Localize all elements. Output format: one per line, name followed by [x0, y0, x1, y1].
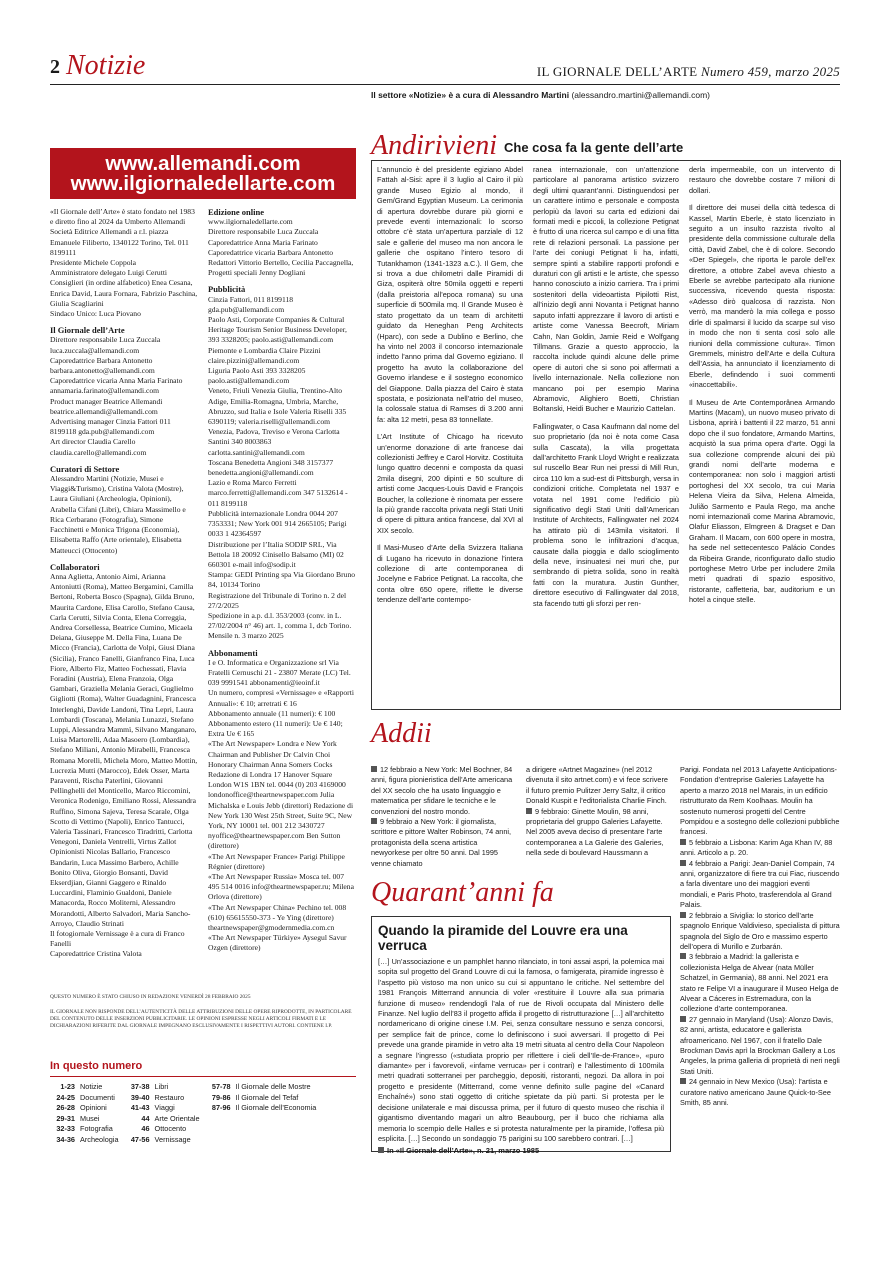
masthead-entry: Mensile n. 3 marzo 2025 [208, 631, 284, 641]
andirivieni-col-2 [533, 165, 679, 705]
andirivieni-title: Andirivieni [371, 130, 497, 161]
masthead-entry: Caporedattrice vicaria Barbara Antonetto [208, 247, 334, 257]
masthead-credits [50, 207, 356, 960]
toc-col-2 [125, 1082, 200, 1146]
masthead-entry: Amministratore delegato Luigi Cerutti [50, 268, 168, 278]
masthead-col-2 [208, 207, 356, 960]
toc-divider [50, 1076, 356, 1077]
article-paragraph [680, 765, 840, 838]
masthead-entry: Direttore responsabile Luca Zuccala luca.zuccala@allemandi.com [50, 335, 161, 355]
masthead-entry: Consiglieri (in ordine alfabetico) Enea Cesana, Enrica David, Laura Fornara, Fabrizio Paschina, Giulia Scagliarini [50, 278, 198, 308]
addii-col-2 [526, 765, 671, 875]
paragraph-text: Fallingwater, o Casa Kaufmann dal nome del suo proprietario (da noi è nota come Casa sulla Cascata), la villa progettata dall’architetto Frank Lloyd Wright e realizzata sul ruscello Bear Run nei pressi di Mill Run, circa 110 km a sud-est di Pittsburgh, versa in condizioni critiche. Completata nel 1937 e votata nel 1991 come l’edificio più significativo degli Stati Uniti dall’American Institute of Architects, Fallingwater nel 2024 ha attirato più di 143mila visitatori. Il problema sono le infiltrazioni d’acqua, causate dalla pioggia e dallo scioglimento della neve, insinuatesi nei muri che, pur sembrando di pietra solida, sono in realtà fatti con la muratura. Justin Gunther, direttore esecutivo di Fallingwater dal 2018, sta facendo tutti gli sforzi per ren- [533, 421, 679, 608]
andirivieni-columns [377, 165, 835, 705]
toc-entry[interactable] [125, 1093, 200, 1104]
andirivieni-col-1 [377, 165, 523, 705]
quarantanni-source-text: In «Il Giornale dell’Arte», n. 21, marzo 1985 [387, 1146, 540, 1156]
quarantanni-source [378, 1146, 664, 1155]
toc-col-3 [206, 1082, 317, 1146]
article-paragraph [526, 807, 671, 859]
masthead-entry: Lazio e Roma Marco Ferretti marco.ferretti@allemandi.com 347 5132614 - 011 8199118 [208, 478, 348, 508]
article-paragraph [680, 838, 840, 859]
article-paragraph [680, 952, 840, 1014]
andirivieni-col-3 [689, 165, 835, 705]
quarantanni-headline: Quando la piramide del Louvre era una verruca [378, 923, 628, 953]
addii-title: Addii [371, 718, 432, 749]
masthead-entry: «The Art Newspaper China» Pechino tel. 008 (610) 65615550-373 - Ye Ying (direttore) theartnewspaper@gmodernmedia.com.cn [208, 902, 347, 933]
toc-title: In questo numero [50, 1060, 143, 1072]
masthead-entry: www.ilgiornaledellarte.com [208, 217, 293, 227]
toc-entry[interactable] [125, 1082, 200, 1093]
masthead-entry: «The Art Newspaper» Londra e New York Chairman and Publisher Dr Calvin Choi Honorary Chairman Anna Somers Cocks Redazione di Londra 17 Hanover Square London W1S 1BN tel. 0044 (0) 203 4169000 londonoffice@theartnewspaper.com Julia Michalska e Louis Jebb (direttori) Redazione di New York 130 West 25th Street, Suite 9C, New York, NY 10001 tel. 001 212 3430727 nyoffice@theartnewspaper.com Ben Sutton (direttore) [208, 739, 354, 851]
toc-section: Opinioni [80, 1103, 107, 1113]
article-paragraph [371, 817, 516, 869]
issue-info [537, 64, 840, 80]
square-bullet-icon [680, 953, 686, 959]
toc-section: Notizie [80, 1082, 103, 1091]
toc-entry[interactable] [50, 1082, 119, 1093]
masthead-entry: «The Art Newspaper France» Parigi Philippe Régnier (direttore) [208, 851, 345, 871]
toc-section: Il Giornale del Tefaf [235, 1092, 299, 1102]
article-paragraph [533, 165, 679, 415]
toc-entry[interactable] [125, 1135, 200, 1146]
masthead-entry: Stampa: GEDI Printing spa Via Giordano Bruno 84, 10134 Torino [208, 570, 356, 590]
masthead-entry: Sindaco Unico: Luca Piovano [50, 309, 141, 319]
toc-section: Archeologia [80, 1134, 119, 1144]
toc-entry[interactable] [206, 1082, 317, 1093]
website-giornale[interactable]: www.ilgiornaledellarte.com [70, 172, 336, 195]
masthead-entry: Opinionisti Nicolas Ballario, Francesco Bandarin, Luca Massimo Barbero, Achille Bonito Oliva, Giorgio Bonsanti, David Ekserdjian, Gianni Gaggero e Rinaldo Luccardini, Flaminio Gualdoni, Daniele Manacorda, Rocco Moliterni, Alessandro Morandotti, Alberto Salvadori, Maria Sancho-Arroyo, Claudio Strinati [50, 847, 191, 928]
masthead-entry: Il fotogiornale Vernissage è a cura di Franco Fanelli [50, 929, 185, 949]
paragraph-text: derla impermeabile, con un intervento di restauro che dovrebbe costare 7 milioni di dollari. [689, 165, 835, 195]
toc-entry[interactable] [125, 1124, 200, 1135]
masthead-column [50, 148, 356, 1038]
toc-pages: 34-36 [56, 1134, 75, 1144]
quarantanni-box [371, 916, 671, 1156]
masthead-entry: Redattori Vittorio Bertello, Cecilia Paccagnella, [208, 258, 354, 268]
disclaimer: IL GIORNALE NON RISPONDE DELL’AUTENTICITÀ DELLE ATTRIBUZIONI DELLE OPERE RIPRODOTTE, IN PARTICOLARE DEL CONTENUTO DELLE INSERZIONI PUBBLICITARIE. LE OPINIONI ESPRESSE NEGLI ARTICOLI FIRMATI E LE DICHIARAZIONI RIFERITE DAL GIORNALE IMPEGNANO ESCLUSIVAMENTE I RISPETTIVI AUTORI. CONTIENE I.P. [50, 1009, 352, 1029]
paragraph-text: 24 gennaio in New Mexico (Usa): l’artista e curatore nativo americano Jaune Quick-to-See Smith, 85 anni. [680, 1077, 831, 1107]
square-bullet-icon [680, 912, 686, 918]
andirivieni-subtitle: Che cosa fa la gente dell’arte [504, 140, 684, 155]
square-bullet-icon [378, 1147, 384, 1153]
masthead-entry: I e O. Informatica e Organizzazione srl Via Fratelli Cernuschi 21 - 23807 Merate (LC) Tel. 039 9991541 abbonamenti@ieoinf.it [208, 657, 351, 688]
square-bullet-icon [680, 839, 686, 845]
article-paragraph [526, 765, 671, 807]
masthead-heading: Abbonamenti [208, 647, 258, 658]
article-paragraph [533, 422, 679, 609]
masthead-entry: «The Art Newspaper Russia» Mosca tel. 007 495 514 0016 info@theartnewspaper.ru; Milena Orlova (direttore) [208, 872, 354, 902]
masthead-entry: Toscana Benedetta Angioni 348 3157377 benedetta.angioni@allemandi.com [208, 457, 334, 478]
article-paragraph [689, 165, 835, 196]
paragraph-text: 2 febbraio a Siviglia: lo storico dell’arte spagnolo Enrique Valdivieso, specialista di pittura spagnola del Siglo de Oro e massimo esperto dell’opera di Murillo e Zurbarán. [680, 910, 840, 951]
masthead-entry: Pubblicità internazionale Londra 0044 207 7353331; New York 001 914 2665105; Parigi 0033 1 42364597 [208, 508, 347, 539]
masthead-entry: Spedizione in a.p. d.l. 353/2003 (conv. in L. 27/02/2004 n° 46) art. 1, comma 1, dcb Torino. [208, 610, 352, 631]
toc-pages: 29-31 [56, 1113, 75, 1123]
masthead-heading: Edizione online [208, 207, 264, 217]
masthead-entry: «Il Giornale dell’Arte» è stato fondato nel 1983 e diretto fino al 2024 da Umberto Allemandi [50, 207, 195, 227]
toc-entry[interactable] [50, 1093, 119, 1104]
masthead-heading: Il Giornale dell’Arte [50, 325, 125, 336]
toc-section: Il Giornale dell’Economia [235, 1103, 317, 1113]
toc-section: Restauro [154, 1092, 185, 1102]
toc-pages: 79-86 [211, 1092, 231, 1102]
addii-col-3 [680, 765, 840, 1165]
masthead-entry: Registrazione del Tribunale di Torino n. 2 del 27/2/2025 [208, 590, 347, 610]
toc-section: Libri [154, 1082, 169, 1091]
addii-col-1 [371, 765, 516, 875]
paragraph-text: 9 febbraio: Ginette Moulin, 98 anni, proprietaria del gruppo Galeries Lafayette. Nel 2005 aveva deciso di presentare l’arte contemporanea a La Galerie des Galeries, nella sede di boulevard Haussmann a [526, 806, 664, 858]
toc-section: Il Giornale delle Mostre [235, 1082, 311, 1091]
masthead-entry: Caporedattrice vicaria Anna Maria Farinato annamaria.farinato@allemandi.com [50, 376, 183, 396]
masthead-entry: Progetti speciali Jenny Dogliani [208, 268, 306, 278]
square-bullet-icon [371, 818, 377, 824]
paragraph-text: L’annuncio è del presidente egiziano Abdel Fattah al-Sisi: apre il 3 luglio al Cairo il più grande Museo Egizio al mondo, il Gem/Grand Egyptian Museum. La cerimonia di apertura dovrebbe durare più giorni e prevede eventi internazionali: lo scorso ottobre c’è stata un’apertura parziale di 12 sale e gallerie del museo ma non ancora le gallerie che ospitano l’intero tesoro di Tutankhamon (1341-1323 a.C.). Il Gem, che si trova a due chilometri dalle Piramidi di Giza, ospiterà oltre 50mila oggetti e reperti (dalla preistoria all’epoca romana) su una superficie di 500mila mq. Il Grande Museo è stato progettato da un team di architetti guidato da Heneghan Peng Architects (Hparc), con sede a Dublino e Berlino, che ha vinto nel 2003 il concorso internazionale indetto l’anno prima dal Governo egiziano. Il progetto ha avuto la collaborazione del Governo irlandese e il sostegno economico del Giappone. Dalla piazza del Cairo è stata spostata, e posizionata nell’atrio del museo, la colossale statua di Ramses di 3.200 anni fa: alta 12 metri, pesa 83 tonnellate. [377, 165, 523, 424]
issue-number: Numero 459, marzo 2025 [700, 64, 840, 79]
masthead-heading: Curatori di Settore [50, 463, 120, 474]
website-allemandi[interactable]: www.allemandi.com [105, 152, 301, 175]
toc-pages: 44 [141, 1113, 150, 1123]
toc-section: Fotografia [80, 1124, 113, 1134]
toc-pages: 37-38 [130, 1082, 150, 1091]
masthead-entry: Cinzia Fattori, 011 8199118 gda.pub@allemandi.com [208, 294, 294, 314]
article-paragraph [680, 911, 840, 953]
masthead-entry: Art director Claudia Carello claudia.carello@allemandi.com [50, 437, 147, 457]
masthead-entry: Anna Aglietta, Antonio Aimi, Arianna Antoniutti (Roma), Matteo Bergamini, Camilla Bertoni, Roberta Bosco (Spagna), Gilda Bruno, Maurita Cardone, Elisa Carollo, Stefano Causa, Carla Cerutti, Silvia Conta, Elena Correggia, Andrea Corsellessa, Beatrice Cumino, Micaela Deiana, Giuseppe M. Della Fina, Luana De Micco (Francia), Carlotta de Volpi, Giusi Diana (Sicilia), Franco Fanelli, Gianfranco Fina, Luca Fiore, Alberto Fiz, Matteo Fochessati, Flavia Foradini (Austria), Elena Franzoia, Olga Gambari, Graziella Melania Geraci, Guglielmo Gigliotti (Roma), Walter Guadagnini, Francesca Interlenghi, Davide Landoni, Tina Lepri, Laura Lombardi (Toscana), Melania Lunazzi, Stefano Luppi, Alessandra Mammì, Silvano Manganaro, Luisa Martorelli, Adaa Masoero (Lombardia), Stefano Miliani, Antonio Mirabelli, Francesca Romana Morelli, Michela Moro, Matteo Mottin, Lucrezia Mutti (Marocco), Edek Osser, Marta Paraventi, Rischa Paterlini, Giovanni Pellinghelli del Monticello, Marco Riccomini, Veronica Rodenigo, Emiliano Rossi, Alessandra Ruffino, Simona Sajeva, Teresa Scarale, Olga Scotto di Vettimo (Napoli), Enrico Tantucci, Valeria Tassinari, Francesco Tiradritti, Carlotta Venegoni, Daniela Ventrelli, Virtus Zallot [50, 571, 198, 847]
newspaper-name: IL GIORNALE DELL’ARTE [536, 64, 698, 79]
section-title: Notizie [66, 50, 146, 81]
page-header [50, 52, 840, 82]
curator-lead: Il settore «Notizie» è a cura di Alessandro Martini [371, 90, 570, 100]
article-paragraph [680, 1077, 840, 1108]
toc-section: Musei [80, 1113, 100, 1123]
paragraph-text: 27 gennaio in Maryland (Usa): Alonzo Davis, 82 anni, artista, educatore e gallerista afroamericano. Nel 1967, con il fratello Dale Brockman Davis aprì la Brockman Gallery a Los Angeles, la prima galleria di proprietà di neri negli Stati Uniti. [680, 1014, 840, 1076]
paragraph-text: 4 febbraio a Parigi: Jean-Daniel Compain, 74 anni, organizzatore di fiere tra cui Fiac, riuscendo a farla diventare uno dei maggiori eventi mondiali, e Paris Photo, trasferendola al Grand Palais. [680, 858, 840, 910]
toc-pages: 39-40 [130, 1092, 150, 1102]
masthead-entry: Piemonte e Lombardia Claire Pizzini claire.pizzini@allemandi.com [208, 345, 321, 365]
paragraph-text: ranea internazionale, con un’attenzione particolare al panorama artistico svizzero degli ultimi quarant’anni. Distinguendosi per un carattere intimo e personale e composta perlopiù da lavori su carta ed edizioni dai formati medi e piccoli, la collezione Petignat è frutto di una ricerca sul campo e di una fitta rete di relazioni personali. La passione per l’arte dei coniugi Petignat li ha, infatti, sempre spinti a stabilire rapporti profondi e duraturi con gli artisti e le artiste, che spesso hanno conosciuto a inizio carriera. Tra i primi sostenitori della videoartista Pipilotti Rist, all’inizio degli anni Novanta i Petignat hanno saputo infatti apprezzare il lavoro di artisti e artiste come Vanessa Beecroft, Miriam Cahn, Nan Goldin, Jamie Reid e Wolfgang Tillmans. Grazie a questo approccio, la raccolta include quindi alcune delle prime opere di autori che si sono poi affermati a livello internazionale. Nella collezione non mancano poi per esempio Marina Abramovic, Alighiero Boetti, Christian Boltanski, Heidi Bucher e Maurizio Cattelan. [533, 165, 679, 414]
masthead-entry: Caporedattrice Anna Maria Farinato [208, 237, 318, 247]
masthead-entry: Venezia, Padova, Treviso e Verona Carlotta Santini 340 8003863 carlotta.santini@allemandi.com [208, 427, 340, 457]
toc-entry[interactable] [50, 1135, 119, 1146]
masthead-entry: Product manager Beatrice Allemandi beatrice.allemandi@allemandi.com [50, 396, 163, 416]
toc-pages: 47-56 [130, 1134, 150, 1144]
masthead-entry: Caporedattrice Cristina Valota [50, 949, 142, 959]
masthead-entry: Società Editrice Allemandi a r.l. piazza Emanuele Filiberto, 1340122 Torino, Tel. 011 8199111 [50, 227, 189, 257]
masthead-entry: Caporedattrice Barbara Antonetto barbara.antonetto@allemandi.com [50, 355, 155, 376]
masthead-entry: Direttore responsabile Luca Zuccala [208, 227, 319, 237]
legal-notes [50, 994, 356, 1038]
paragraph-text: 9 febbraio a New York: il giornalista, scrittore e pittore Walter Robinson, 74 anni, protagonista della scena artistica newyorkese per oltre 50 anni. Dal 1995 venne chiamato [371, 817, 512, 868]
masthead-entry: Advertising manager Cinzia Fattori 011 8199118 gda.pub@allemandi.com [50, 417, 171, 437]
toc-pages: 46 [141, 1124, 150, 1134]
toc-entry[interactable] [125, 1114, 200, 1125]
paragraph-text: Il Masi-Museo d’Arte della Svizzera Italiana di Lugano ha ricevuto in donazione l’intera collezione di arte contemporanea di Jocelyne e Fabrice Petignat. La raccolta, che conta oltre 650 opere, riflette le diverse tendenze dell’arte contempo- [377, 543, 523, 605]
masthead-col-1 [50, 207, 198, 960]
addii-columns [371, 765, 671, 875]
masthead-entry: Veneto, Friuli Venezia Giulia, Trentino-Alto Adige, Emilia-Romagna, Umbria, Marche, Abruzzo, sud Italia e Isole Valeria Riselli 335 6390119; valeria.riselli@allemandi.com [208, 386, 347, 427]
masthead-entry: Paolo Asti, Corporate Companies & Cultural Heritage Tourism Senior Business Developer, 393 3328205; paolo.asti@allemandi.com [208, 315, 347, 345]
toc-pages: 87-96 [211, 1103, 231, 1113]
quarantanni-body: […] Un’associazione e un pamphlet hanno rilanciato, in toni assai aspri, la polemica mai sopita sul progetto del Grand Louvre di cui la famosa, o famigerata, piramide ingresso è l’aspetto più vistoso ma non unico su cui si appuntano le critiche. Nel settembre del 1981 François Mitterrand annuncia di voler «restituire il Louvre alla sua primaria funzione di museo» rendendogli l’ala of rue de Rivoli occupata dal Ministero delle Finanze. Nel luglio dell’83 il progetto affida il progetto di ristrutturazione […] all’architetto nordamericano di origine cinese I.M. Pei, senza consultare nessuno e senza concorsi, per semplice fait de prince, come lo definiscono i suoi avversari. Il progetto di Pei prevede una grande piramide in vetro alta 19 metri situata al centro della Cour Napoleon a segnare l’ingresso («studiata proprio per riflettere i cieli dell’Ile-de-France», «puro diamante» per i favorevoli, «infame verruca» per i contrari) e l’allestimento di 100mila metri quadrati sotterranei per parcheggio, depositi, ristoranti, negozi. Da allora in poi progetto e presidente (Mitterrand, come venne definito sulle pagine del «Canard Enchaîné») sono stati oggetto di critiche spietate da più parti. Si protesta per le decisione unilaterale e mai discussa prima, per il futuro di questo museo che rischia il gigantismo diventando magari un altro Beaubourg, per il buco che richiama alla memoria lo scempio delle Halles e si protesta naturalmente per la piramide, l’offesa più esplicita. […] Secondo un sondaggio 75 parigini su 100 sarebbero contrari. […] [378, 957, 664, 1143]
paragraph-text: 5 febbraio a Lisbona: Karim Aga Khan IV, 88 anni. Articolo a p. 20. [680, 837, 833, 858]
toc-section: Viaggi [154, 1103, 175, 1113]
toc-entry[interactable] [50, 1114, 119, 1125]
section-curator [371, 90, 710, 100]
article-paragraph [680, 1015, 840, 1077]
toc-entry[interactable] [50, 1103, 119, 1114]
masthead-entry: Liguria Paolo Asti 393 3328205 paolo.asti@allemandi.com [208, 366, 306, 386]
table-of-contents [50, 1082, 360, 1146]
toc-section: Arte Orientale [154, 1113, 200, 1123]
toc-section: Documenti [80, 1092, 115, 1102]
page-number: 2 [50, 56, 60, 78]
paragraph-text: Il Museu de Arte Contemporânea Armando Martins (Macam), un nuovo museo privato di Lisbona, aprirà i battenti il 22 marzo, 51 anni dopo che il suo fondatore, Armando Martins, acquistò la sua prima opera d’arte. Oggi la sua collezione comprende alcuni dei più grandi nomi dell’arte moderna e contemporanea: non solo i maggiori artisti portoghesi del XX secolo, tra cui Maria Helena Vieira da Silva, Helena Almeida, Julião Sarmento e Paula Rego, ma anche nomi internazionali come Marina Abramovic, Olafur Eliasson, Elmgreen & Dragset e Dan Graham. Il Macam, con 600 opere in mostra, ha sede nel settecentesco Palácio Condes da Ribeira Grande, riconfigurato dallo studio portoghese Metro Urbe per includere 2mila metri quadrati di spazio espositivo, ristorante, caffetteria, bar, auditorium e un hotel a cinque stelle. [689, 397, 835, 605]
website-banner[interactable] [50, 148, 356, 199]
paragraph-text: 3 febbraio a Madrid: la gallerista e collezionista Helga de Alvear (nata Müller Schatzel, in Germania), 88 anni. Nel 2021 era stato re Felipe VI a inaugurare il Museo Helga de Alvear a Cáceres in Estremadura, con la collezione d’arte contemporanea. [680, 952, 839, 1014]
article-paragraph [371, 765, 516, 817]
article-paragraph [689, 398, 835, 606]
masthead-entry: Abbonamento annuale (11 numeri): € 100 [208, 708, 336, 718]
masthead-entry: Abbonamento estero (11 numeri): Ue € 140; Extra Ue € 165 [208, 718, 343, 739]
square-bullet-icon [680, 1016, 686, 1022]
header-divider [50, 84, 840, 85]
paragraph-text: Il direttore dei musei della città tedesca di Kassel, Martin Eberle, è stato licenziato in seguito a un insulto razzista rivolto al presidente della commissione culturale della città, David Zabel, che è di colore. Secondo «Der Spiegel», che riporta le parole dell’ex direttore, a ottobre Zabel aveva chiesto a Eberle se avrebbe partecipato alla riunione successiva, ricevendo questa risposta: «Adesso dirò qualcosa di razzista. Non verrò, ma manderò la mia collega e posso dirle di spalmarsi il lucido da scarpe sul viso in modo che non ti senta così solo alle riunioni della commissione cultura». Timon Gremmels, ministro dell’Arte e della Cultura dell’Assia, ha annunciato il licenziamento di Eberle, defindendo i suoi commenti «inaccettabili». [689, 203, 835, 390]
paragraph-text: a dirigere «Artnet Magazine» (nel 2012 divenuta il sito artnet.com) e vi fece scrivere il futuro premio Pulitzer Jerry Saltz, il critico Donald Kuspit e l’editorialista Charlie Finch. [526, 765, 668, 806]
masthead-entry: Alessandro Martini (Notizie, Musei e Viaggi&Turismo), Cristina Valota (Mostre), Laura Giuliani (Archeologia, Opinioni), Arabella Cifani (Libri), Chiara Massimello e Rica Cerbarano (Fotografia), Simone Facchinetti e Monica Trigona (Economia), Elisabetta Raffo (Arte orientale), Elisabetta Matteucci (Ottocento) [50, 474, 186, 555]
masthead-heading: Pubblicità [208, 284, 246, 295]
masthead-entry: Distribuzione per l’Italia SODIP SRL, Via Bettola 18 20092 Cinisello Balsamo (MI) 02 660301 e-mail info@sodip.it [208, 539, 344, 569]
toc-pages: 1-23 [60, 1082, 75, 1091]
toc-pages: 26-28 [56, 1103, 75, 1113]
toc-entry[interactable] [206, 1103, 317, 1114]
square-bullet-icon [680, 860, 686, 866]
article-paragraph [377, 165, 523, 425]
toc-entry[interactable] [206, 1093, 317, 1104]
article-paragraph [689, 203, 835, 390]
toc-pages: 41-43 [130, 1103, 150, 1113]
square-bullet-icon [526, 808, 532, 814]
masthead-entry: Presidente Michele Coppola [50, 258, 137, 268]
square-bullet-icon [371, 766, 377, 772]
masthead-entry: «The Art Newspaper Türkiye» Aysegul Savur Ozgen (direttore) [208, 933, 347, 953]
toc-col-1 [50, 1082, 119, 1146]
toc-pages: 24-25 [56, 1092, 75, 1102]
toc-pages: 32-33 [56, 1124, 75, 1134]
article-paragraph [680, 859, 840, 911]
masthead-heading: Collaboratori [50, 561, 100, 572]
article-paragraph [377, 543, 523, 605]
quarantanni-title: Quarant’anni fa [371, 877, 554, 908]
paragraph-text: L’Art Institute of Chicago ha ricevuto un’enorme donazione di arte francese dai collezionisti Jeffrey e Carol Horvitz. Costituita lungo quattro decenni e composta da quasi 2mila disegni, 200 dipinti e 50 sculture di artisti come Jacques-Louis David e François Boucher, la collezione è rinomata per essere la più grande raccolta privata negli Stati Uniti di opere di pittura antica francese, dal XVI al XIX secolo. [377, 432, 523, 535]
toc-entry[interactable] [50, 1124, 119, 1135]
article-paragraph [377, 432, 523, 536]
square-bullet-icon [680, 1078, 686, 1084]
toc-section: Vernissage [154, 1134, 191, 1144]
closing-note: QUESTO NUMERO È STATO CHIUSO IN REDAZIONE VENERDÌ 28 FEBBRAIO 2025 [50, 994, 251, 1000]
masthead-entry: Un numero, compresi «Vernissage» e «Rapporti Annuali»: € 10; arretrati € 16 [208, 688, 354, 708]
paragraph-text: 12 febbraio a New York: Mel Bochner, 84 anni, figura pionieristica dell’Arte americana del XX secolo che ha usato linguaggio e matematica per sfidare le tecniche e le convenzioni del nostro mondo. [371, 765, 513, 816]
toc-entry[interactable] [125, 1103, 200, 1114]
toc-pages: 57-78 [211, 1082, 231, 1091]
curator-email[interactable]: (alessandro.martini@allemandi.com) [571, 90, 710, 100]
paragraph-text: Parigi. Fondata nel 2013 Lafayette Anticipations-Fondation d’entreprise Galeries Lafayette ha aperto a marzo 2018 nel Marais, in un edificio ristrutturato da Rem Koolhaas. Moulin ha sostenuto numerosi progetti del Centre Pompidou e a sostegno delle collezioni pubbliche francesi. [680, 765, 840, 837]
toc-section: Ottocento [154, 1124, 187, 1134]
